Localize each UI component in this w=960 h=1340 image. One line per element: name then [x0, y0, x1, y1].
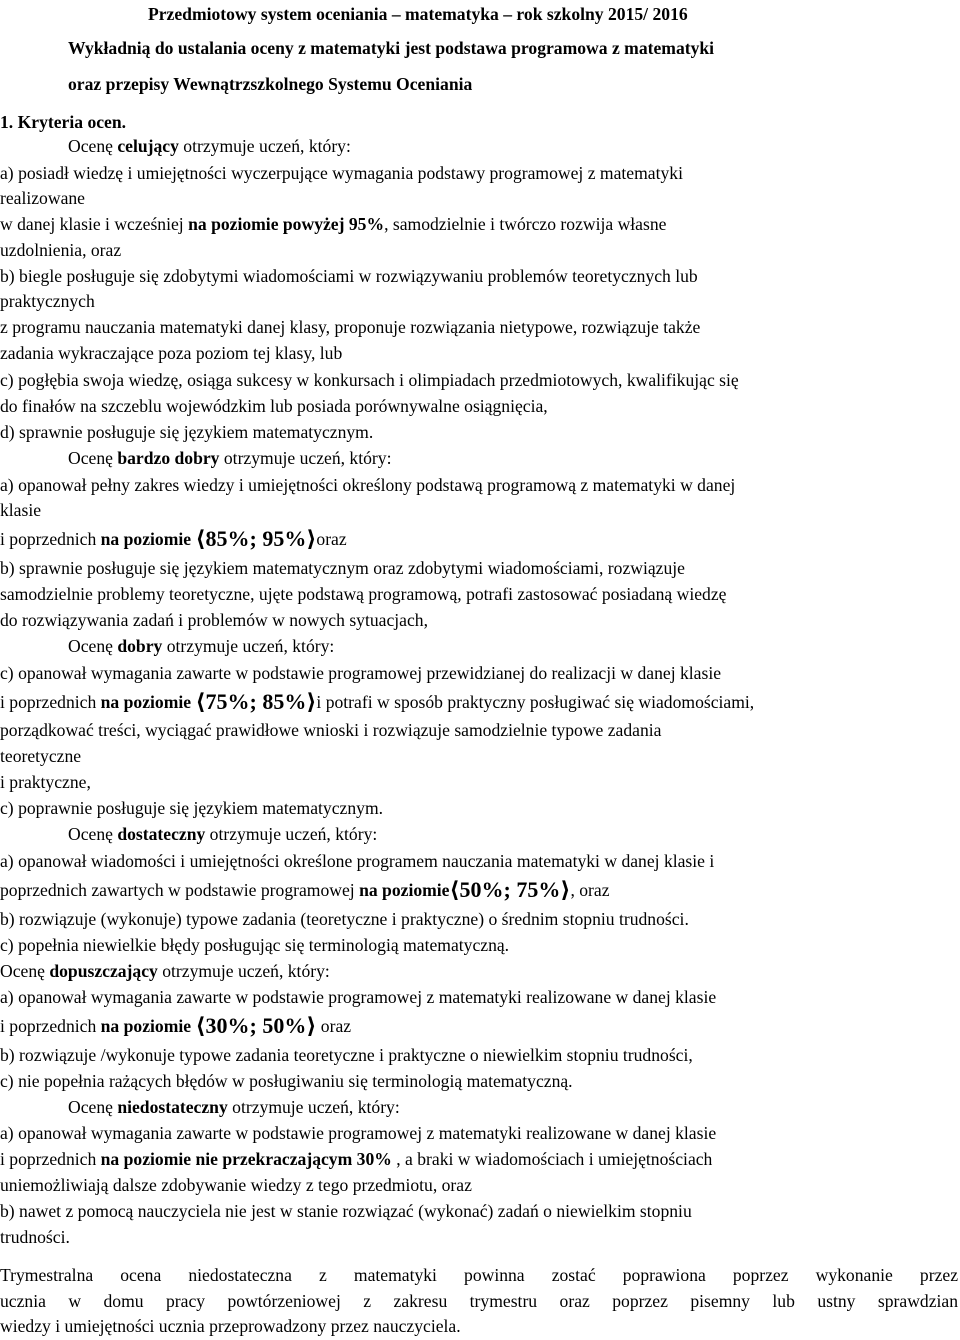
criterion-text: porządkować treści, wyciągać prawidłowe wnioski i rozwiązuje samodzielnie typowe zadania — [0, 720, 662, 740]
criterion-text: z programu nauczania matematyki danej klasy, proponuje rozwiązania nietypowe, rozwiązuje także — [0, 317, 701, 337]
criterion-text: c) poprawnie posługuje się językiem matematycznym. — [0, 798, 384, 818]
grade-intro-niedostateczny: Ocenę niedostateczny otrzymuje uczeń, który: — [68, 1097, 400, 1117]
criterion-text: b) rozwiązuje /wykonuje typowe zadania teoretyczne i praktyczne o niewielkim stopniu trudności, — [0, 1045, 693, 1065]
criterion-text: i poprzednich na poziomie nie przekraczającym 30% , a braki w wiadomościach i umiejętnościach — [0, 1149, 713, 1169]
criterion-text: uzdolnienia, oraz — [0, 240, 122, 260]
criterion-text: c) popełnia niewielkie błędy posługując się terminologią matematyczną. — [0, 935, 510, 955]
grade-intro-dostateczny: Ocenę dostateczny otrzymuje uczeń, który: — [68, 824, 378, 844]
criterion-text: i poprzednich na poziomie ⟨75%; 85%⟩i potrafi w sposób praktyczny posługiwać się wiadomościami, — [0, 689, 755, 714]
criterion-text: a) opanował wymagania zawarte w podstawie programowej z matematyki realizowane w danej klasie — [0, 1123, 717, 1143]
criterion-text: a) posiadł wiedzę i umiejętności wyczerpujące wymagania podstawy programowej z matematyki — [0, 163, 683, 183]
grade-intro-dobry: Ocenę dobry otrzymuje uczeń, który: — [68, 636, 335, 656]
footer-paragraph-line-1: Trymestralna ocena niedostateczna z matematyki powinna zostać poprawiona poprzez wykonanie przez — [0, 1265, 958, 1285]
grade-intro-dopuszczajacy: Ocenę dopuszczający otrzymuje uczeń, który: — [0, 961, 330, 981]
criterion-text: do rozwiązywania zadań i problemów w nowych sytuacjach, — [0, 610, 428, 630]
grade-intro-bardzo-dobry: Ocenę bardzo dobry otrzymuje uczeń, który: — [68, 448, 392, 468]
criterion-text: teoretyczne — [0, 746, 82, 766]
criterion-text: samodzielnie problemy teoretyczne, ujęte podstawą programową, potrafi zastosować posiadaną wiedzę — [0, 584, 727, 604]
footer-paragraph-line-3: wiedzy i umiejętności ucznia przeprowadzony przez nauczyciela. — [0, 1316, 461, 1336]
criterion-text: i praktyczne, — [0, 772, 91, 792]
criterion-text: uniemożliwiają dalsze zdobywanie wiedzy z tego przedmiotu, oraz — [0, 1175, 472, 1195]
criterion-text: a) opanował pełny zakres wiedzy i umiejętności określony podstawą programową z matematyki w danej — [0, 475, 736, 495]
criterion-text: b) rozwiązuje (wykonuje) typowe zadania (teoretyczne i praktyczne) o średnim stopniu trudności. — [0, 909, 689, 929]
criterion-text: i poprzednich na poziomie ⟨30%; 50%⟩ oraz — [0, 1013, 352, 1038]
criterion-text: b) nawet z pomocą nauczyciela nie jest w stanie rozwiązać (wykonać) zadań o niewielkim stopniu — [0, 1201, 692, 1221]
percent-range: ⟨75%; 85%⟩ — [195, 689, 317, 714]
criterion-text: realizowane — [0, 188, 85, 208]
criterion-text: klasie — [0, 500, 42, 520]
criterion-text: zadania wykraczające poza poziom tej klasy, lub — [0, 343, 343, 363]
footer-paragraph-line-2: ucznia w domu pracy powtórzeniowej z zakresu trymestru oraz poprzez pisemny lub ustny sprawdzian — [0, 1291, 958, 1311]
document-subtitle-line-2: oraz przepisy Wewnątrzszkolnego Systemu Oceniania — [68, 74, 473, 94]
criterion-text: do finałów na szczeblu wojewódzkim lub posiada porównywalne osiągnięcia, — [0, 396, 548, 416]
grade-name: celujący — [117, 136, 179, 156]
document-subtitle-line-1: Wykładnią do ustalania oceny z matematyki jest podstawa programowa z matematyki — [68, 38, 715, 58]
grade-name: bardzo dobry — [117, 448, 220, 468]
criterion-text: d) sprawnie posługuje się językiem matematycznym. — [0, 422, 374, 442]
grade-name: dobry — [117, 636, 163, 656]
section-heading: 1. Kryteria ocen. — [0, 112, 127, 132]
criterion-text: a) opanował wiadomości i umiejętności określone programem nauczania matematyki w danej klasie i — [0, 851, 715, 871]
grade-name: dostateczny — [117, 824, 206, 844]
grade-name: dopuszczający — [49, 961, 158, 981]
criterion-text: poprzednich zawartych w podstawie programowej na poziomie⟨50%; 75%⟩, oraz — [0, 877, 610, 902]
criterion-text: b) biegle posługuje się zdobytymi wiadomościami w rozwiązywaniu problemów teoretycznych lub — [0, 266, 698, 286]
criterion-text: w danej klasie i wcześniej na poziomie powyżej 95%, samodzielnie i twórczo rozwija własne — [0, 214, 667, 234]
criterion-text: c) opanował wymagania zawarte w podstawie programowej przewidzianej do realizacji w danej klasie — [0, 663, 722, 683]
criterion-text: trudności. — [0, 1227, 70, 1247]
criterion-text: praktycznych — [0, 291, 95, 311]
criterion-text: a) opanował wymagania zawarte w podstawie programowej z matematyki realizowane w danej klasie — [0, 987, 717, 1007]
criterion-text: i poprzednich na poziomie ⟨85%; 95%⟩oraz — [0, 526, 347, 551]
percent-range: ⟨85%; 95%⟩ — [195, 526, 317, 551]
grade-intro-celujacy: Ocenę celujący otrzymuje uczeń, który: — [68, 136, 351, 156]
criterion-text: b) sprawnie posługuje się językiem matematycznym oraz zdobytymi wiadomościami, rozwiązuje — [0, 558, 685, 578]
document-title: Przedmiotowy system oceniania – matematyka – rok szkolny 2015/ 2016 — [148, 4, 688, 24]
percent-range: ⟨30%; 50%⟩ — [195, 1013, 317, 1038]
grade-name: niedostateczny — [117, 1097, 228, 1117]
criterion-text: c) nie popełnia rażących błędów w posługiwaniu się terminologią matematyczną. — [0, 1071, 573, 1091]
criterion-text: c) pogłębia swoja wiedzę, osiąga sukcesy w konkursach i olimpiadach przedmiotowych, kwalifikując się — [0, 370, 739, 390]
percent-range: ⟨50%; 75%⟩ — [449, 877, 571, 902]
